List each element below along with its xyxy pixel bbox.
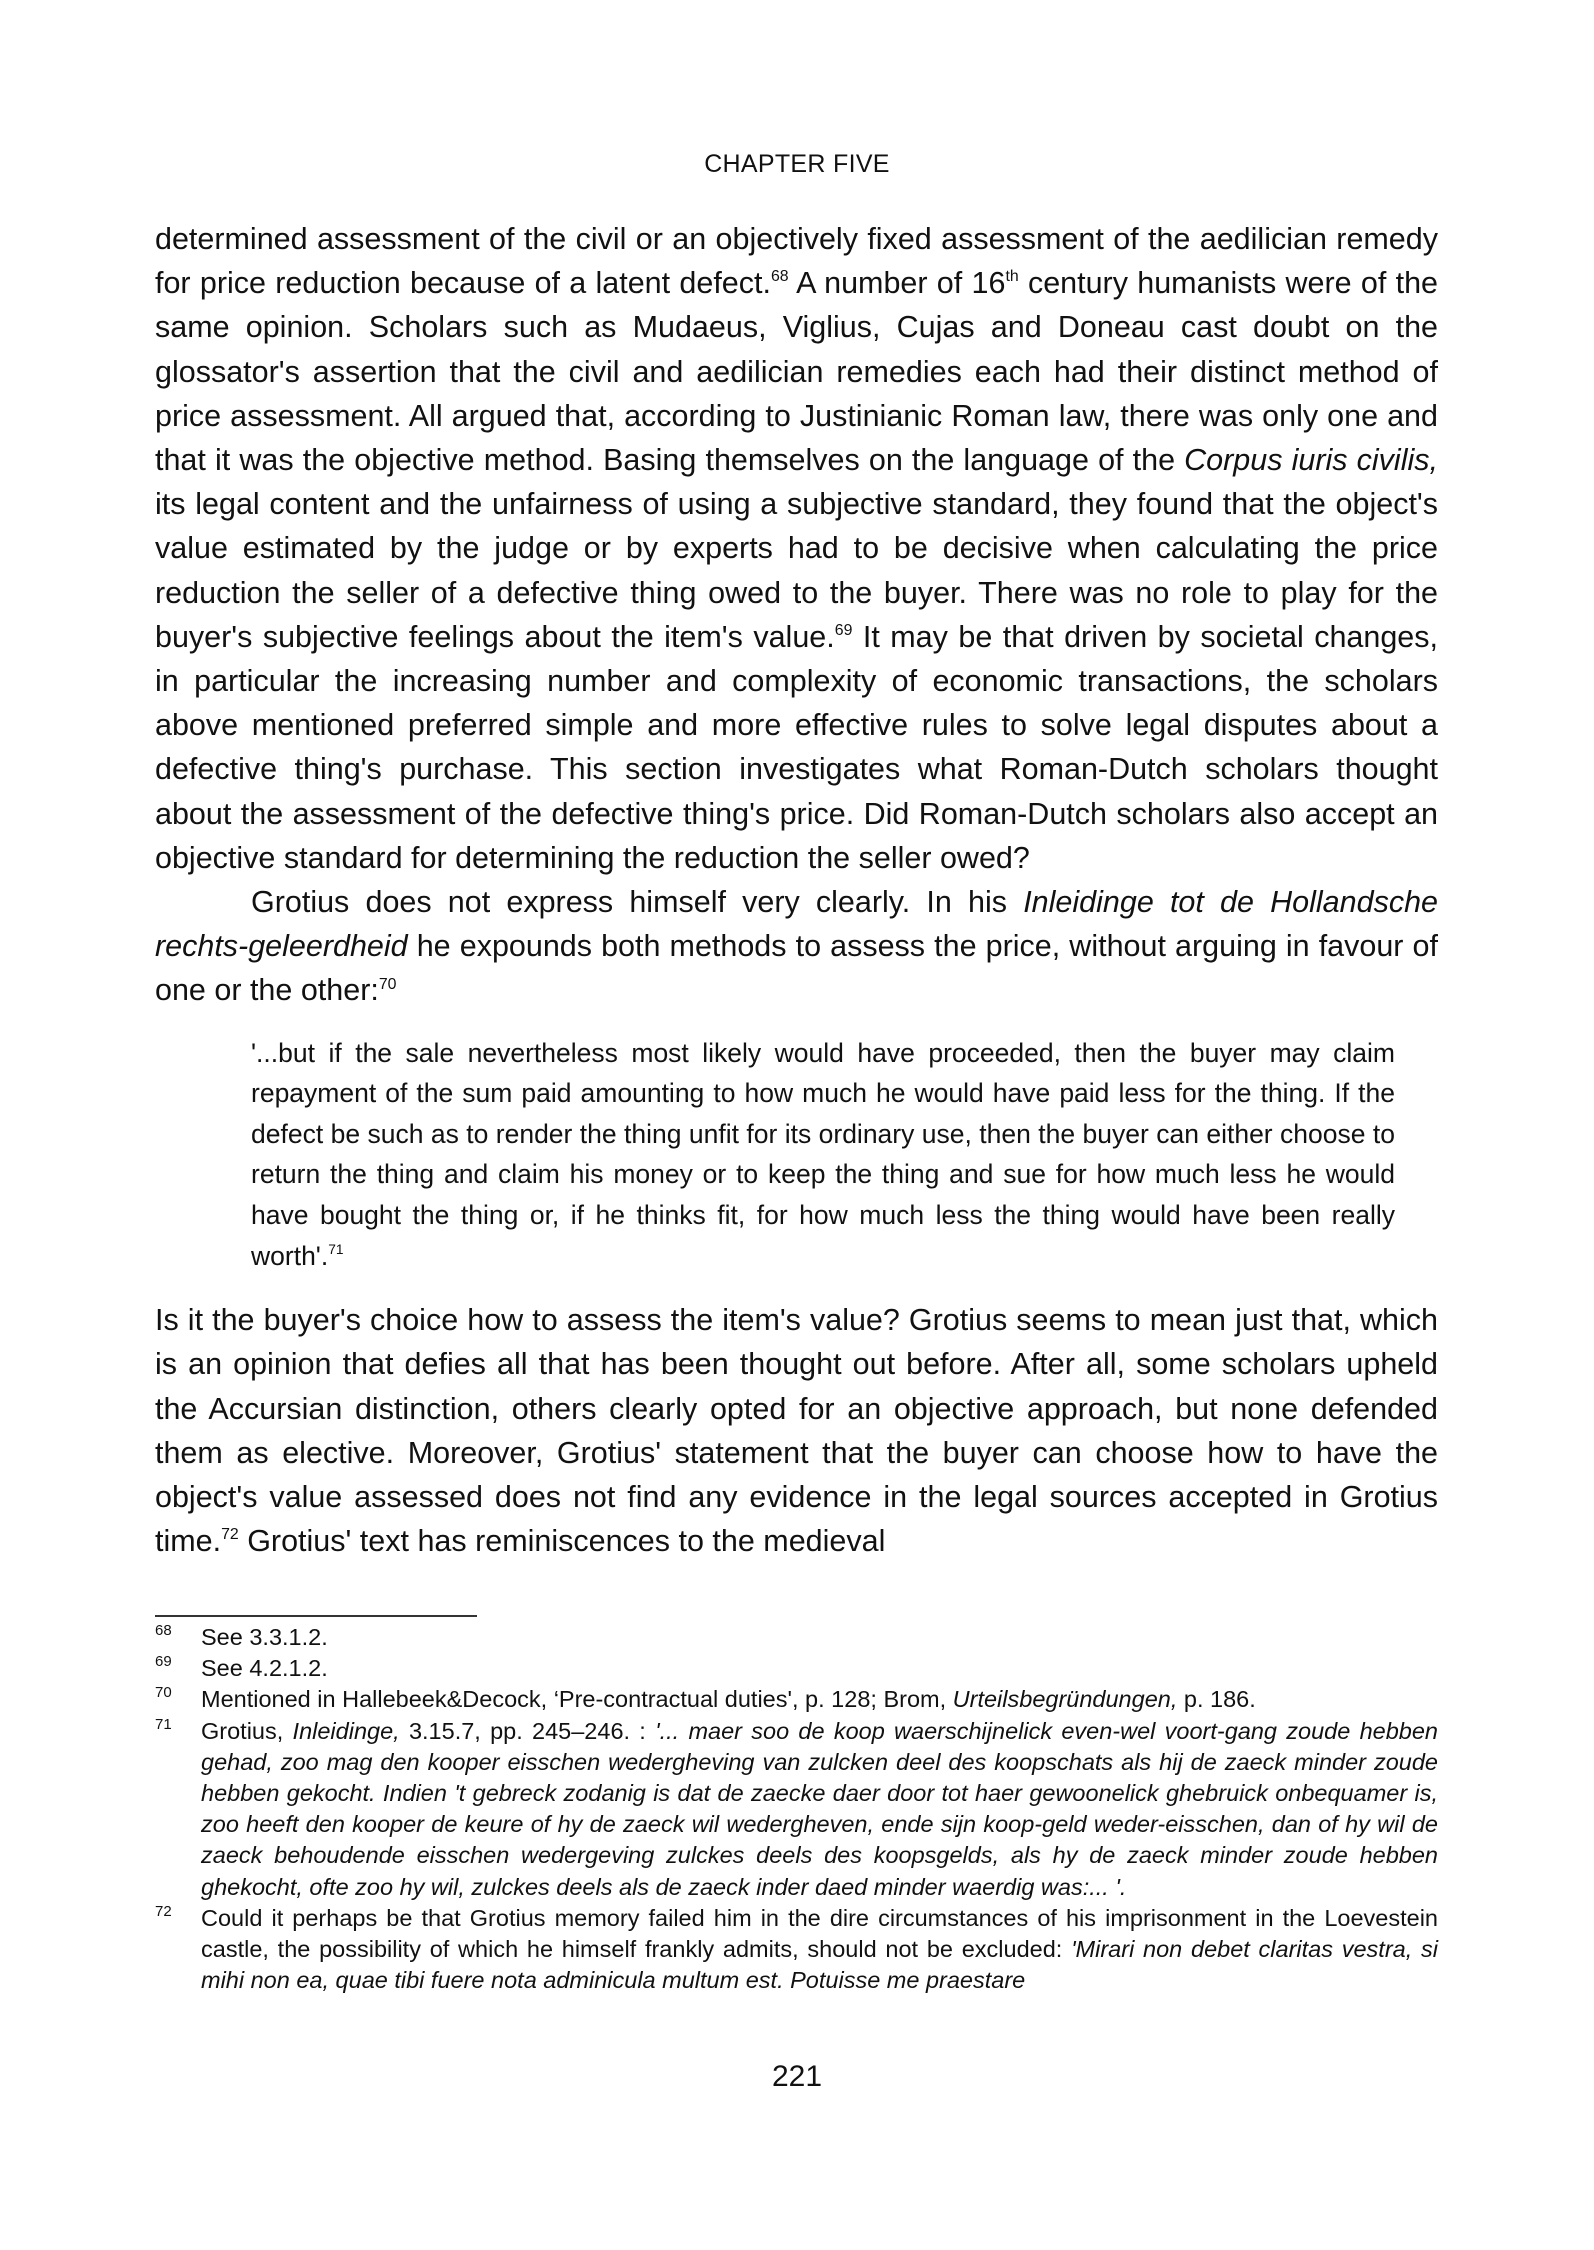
footnote-number: 68: [155, 1622, 172, 1639]
italic-title: Corpus iuris civilis,: [1184, 443, 1438, 478]
paragraph-3: Is it the buyer's choice how to assess the item's value? Grotius seems to mean just that, which is an opinion that defies all that has been thought out before. After all, some scholars upheld the Accursian distinction, others clearly opted for an objective approach, but none defended them as elective. Moreover, Grotius' statement that the buyer can choose how to have the object's value assessed does not find any evidence in the legal sources accepted in Grotius time.$^{72}$ Grotius' text has reminiscences to the medieval: [155, 1303, 1438, 1559]
italic-title: Inleidinge tot de Hollandsche rechts-geleerdheid: [155, 885, 1438, 964]
footnote-ref-68[interactable]: 68: [770, 268, 789, 286]
footnote-70: 70 Mentioned in Hallebeek&Decock, ‘Pre-contractual duties', p. 128; Brom, Urteilsbegründungen, p. 186.: [155, 1684, 1438, 1715]
footnote-ref-72[interactable]: 72: [221, 1526, 239, 1544]
footnote-number: 72: [155, 1902, 172, 1920]
footnote-ref-70[interactable]: 70: [378, 975, 397, 993]
page-number: 221: [771, 2060, 823, 2093]
footnote-number: 71: [155, 1715, 172, 1733]
footnote-number: 69: [155, 1653, 172, 1671]
running-head: CHAPTER FIVE: [704, 150, 890, 178]
footnote-ref-71[interactable]: 71: [328, 1242, 344, 1258]
footnote-72: 72 Could it perhaps be that Grotius memory failed him in the dire circumstances of his imprisonment in the Loevestein castle, the possibility of which he himself frankly admits, should not be excluded: 'Mirari non debet claritas vestra, si mihi non ea, quae tibi fuere nota adminicula multum est. Potuisse me praestare: [155, 1903, 1438, 1997]
footnote-separator: [155, 1615, 477, 1617]
block-quote: '...but if the sale nevertheless most likely would have proceeded, then the buyer may claim repayment of the sum paid amounting to how much he would have paid less for the thing. If the defect be such as to render the thing unfit for its ordinary use, then the buyer can either choose to return the thing and claim his money or to keep the thing and sue for how much less he would have bought the thing or, if he thinks fit, for how much less the thing would have been really worth'.$^{71}$: [251, 1037, 1395, 1271]
footnote-69: 69 See 4.2.1.2.: [155, 1653, 1438, 1684]
footnote-ref-69[interactable]: 69: [834, 621, 853, 639]
footnotes: [155, 1622, 1438, 1996]
block-quote-wrapper: [155, 1013, 1438, 1299]
main-text: [155, 217, 1438, 1563]
paragraph-1: determined assessment of the civil or an objectively fixed assessment of the aedilician remedy for price reduction because of a latent defect.$^{68}$ A number of 16th century humanists were of the same opinion. Scholars such as Mudaeus, Viglius, Cujas and Doneau cast doubt on the glossator's assertion that the civil and aedilician remedies each had their distinct method of price assessment. All argued that, according to Justinianic Roman law, there was only one and that it was the objective method. Basing themselves on the language of the Corpus iuris civilis, its legal content and the unfairness of using a subjective standard, they found that the object's value estimated by the judge or by experts had to be decisive when calculating the price reduction the seller of a defective thing owed to the buyer. There was no role to play for the buyer's subjective feelings about the item's value.$^{69}$ It may be that driven by societal changes, in particular the increasing number and complexity of economic transactions, the scholars above mentioned preferred simple and more effective rules to solve legal disputes about a defective thing's purchase. This section investigates what Roman-Dutch scholars thought about the assessment of the defective thing's price. Did Roman-Dutch scholars also accept an objective standard for determining the reduction the seller owed?: [155, 222, 1438, 875]
footnote-71: 71 Grotius, Inleidinge, 3.15.7, pp. 245–246. : '... maer soo de koop waerschijnelick even-wel voort-gang zoude hebben gehad, zoo mag den kooper eisschen wedergheving van zulcken deel des koopschats als hij de zaeck minder zoude hebben gekocht. Indien 't gebreck zodanig is dat de zaecke daer door tot haer gewoonelick ghebruick onbequamer is, zoo heeft den kooper de keure of hy de zaeck wil wedergheven, ende sijn koop-geld weder-eisschen, dan of hy wil de zaeck behoudende eisschen wedergeving zulckes deels des koopsgelds, als hy de zaeck minder zoude hebben ghekocht, ofte zoo hy wil, zulckes deels als de zaeck inder daed minder waerdig was:... '.: [155, 1716, 1438, 1903]
footnote-number: 70: [155, 1684, 172, 1702]
footnote-68: 68 See 3.3.1.2.: [155, 1622, 1438, 1653]
ordinal-suffix: th: [1005, 268, 1019, 286]
paragraph-2: Grotius does not express himself very clearly. In his Inleidinge tot de Hollandsche rechts-geleerdheid he expounds both methods to assess the price, without arguing in favour of one or the other:$^{70}$: [155, 885, 1438, 1008]
